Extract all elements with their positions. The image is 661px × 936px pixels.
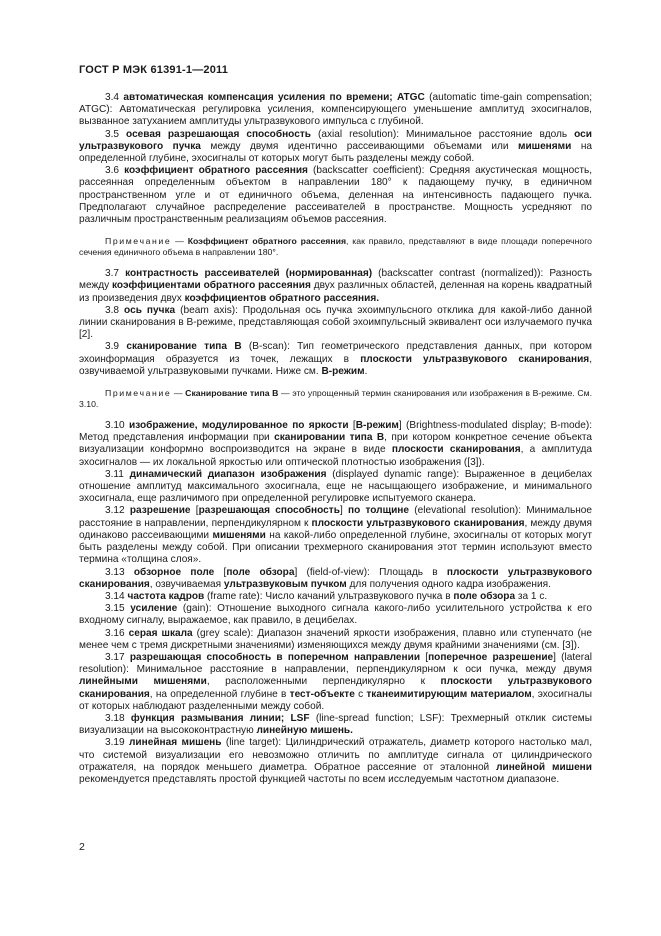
text-run: , а амплитуда эхосигналов — их локальной яркостью или оптической плотностью изображения ([3]). [79,444,592,468]
term-bold: плоскости сканирования [391,444,521,456]
text-run: — это упрощенный термин сканирования или изображения в В-режиме. См. 3.10. [79,388,592,410]
definition-3-10 [79,420,592,469]
definition-3-15 [79,603,592,627]
text-run: [ [190,505,199,517]
term-bold: автоматическая компенсация усиления по времени; ATGC [123,92,425,103]
note-backscatter [79,236,592,258]
definition-3-6 [79,165,592,226]
term-bold: сканировании типа В [274,432,385,444]
text-run: , озвучиваемая [149,578,224,590]
term-bold: коэффициентами обратного рассеяния [112,280,311,292]
text-run: 3.15 [105,603,131,615]
definition-3-5 [79,129,592,166]
text-run: 3.14 [105,590,128,602]
text-run: между двумя идентично рассеивающими объемами или [200,140,518,152]
term-bold: оси ультразвукового пучка [79,128,592,152]
term-bold: динамический диапазон изображения [129,468,327,480]
definition-3-12 [79,505,592,566]
text-run: за 1 с. [515,590,548,602]
term-bold: Сканирование типа В [185,388,279,399]
text-run: на определенной глубине, эхосигналы от которых могут быть разделены между собой. [79,140,593,165]
note-b-scan [79,388,592,410]
page-number: 2 [79,841,85,853]
definition-3-14 [79,591,592,603]
term-bold: тканеимитирующим материалом [366,688,532,700]
text-run: (line-spread function; LSF): Трехмерный отклик системы визуализации на высококонтрастную [79,712,592,737]
term-bold: функция размывания линии; LSF [130,712,310,724]
text-run: (B-scan): Тип геометрического представления данных, при котором эхоинформация образуется из точек, лежащих в [79,341,592,365]
text-run: (frame rate): Число качаний ультразвукового пучка в [204,590,454,602]
term-bold: усиление [130,603,178,615]
definition-3-19 [79,737,592,786]
definition-3-4 [79,92,592,129]
text-run: (elevational resolution): Минимальное расстояние в направлении, перпендикулярном к [79,505,593,529]
text-run: (backscatter coefficient): Средняя акустическая мощность, рассеянная определенным объектом в направлении 180° к падающему пучку, в единичном пространственном угле и от единичного объема, деленная на интенсивность падающего пучка. Предполагают случайное распределение рассеивателей в пространстве. Мощность усредняют по различным пространственным реализациям объемов рассеяния. [79,165,593,226]
term-bold: поперечное разрешение [428,651,554,663]
text-run: 3.4 [105,92,124,103]
term-bold: плоскости ультразвукового сканирования [79,566,593,590]
text-run: , эхосигналы от которых наблюдают разделенными между собой. [79,688,592,712]
text-run: 3.5 [105,128,127,140]
term-bold: ось пучка [124,304,176,316]
term-bold: плоскости ультразвукового сканирования [79,676,592,700]
text-run: (automatic time-gain compensation; ATGC): Автоматическая регулировка усиления, компенсирующего уменьшение амплитуд эхосигналов, вызванное затуханием амплитуды ультразвукового импульса с глубиной. [79,92,593,128]
term-bold: В-режим [355,420,399,432]
text-run: (gain): Отношение выходного сигнала какого-либо усилительного устройства к его входному сигналу, выражаемое, как правило, в децибелах. [79,603,592,627]
text-run: (line target): Цилиндрический отражатель, диаметр которого настолько мал, что системой визуализации его невозможно отличить по амплитуде сигнала от цилиндрического отражателя, на порядок меньшего диаметра. Обратное рассеяние от эталонной [79,737,592,773]
standard-header: ГОСТ Р МЭК 61391-1—2011 [79,64,229,76]
text-run: для получения одного кадра изображения. [346,578,551,590]
definitions-text [79,92,592,786]
text-run: 3.17 [105,651,130,663]
text-run: ] (Brightness-modulated display; B-mode): Метод представления информации при [79,420,593,444]
text-run: ] [339,505,348,517]
text-run: Примечание [105,388,172,399]
term-bold: контрастность рассеивателей (нормированная) [125,268,373,280]
text-run: , при котором конкретное сечение объекта визуализации конформно воспроизводится на экране в виде [79,432,592,456]
term-bold: обзорное поле [133,566,215,578]
text-run: — [171,236,188,247]
definition-3-13 [79,567,592,591]
text-run: 3.16 [105,627,129,639]
definition-3-7 [79,268,592,305]
text-run: (grey scale): Диапазон значений яркости изображения, плавно или ступенчато (не менее чем с тремя дискретными значениями) изменяющихся между двумя крайними значениями (см. [3]). [79,627,592,651]
definition-3-8 [79,305,592,342]
term-bold: линейную мишень. [256,725,353,737]
text-run: Примечание [105,236,172,247]
text-run: [ [214,566,227,578]
term-bold: линейная мишень [129,737,222,749]
term-bold: разрешающая способность в поперечном направлении [129,651,421,663]
text-run: 3.12 [105,505,130,517]
term-bold: мишенями [212,529,266,541]
text-run: ] (lateral resolution): Минимальное расстояние в направлении, перпендикулярном к оси пучка, между двумя [79,651,593,676]
text-run: с [354,688,367,700]
text-run: , между двумя одинаково рассеивающими [79,517,592,541]
definition-3-9 [79,341,592,378]
term-bold: по толщине [347,505,410,517]
term-bold: мишенями [517,140,572,152]
term-bold: ультразвуковым пучком [223,578,347,590]
text-run: двух различных областей, деленная на корень квадратный из произведения двух [79,280,592,304]
text-run: , расположенными перпендикулярно к [206,676,441,688]
term-bold: разрешающая способность [198,505,340,517]
text-run: . [364,365,368,377]
text-run: ] (field-of-view): Площадь в [294,566,447,578]
definition-3-11 [79,469,592,506]
text-run: 3.18 [105,712,131,724]
text-run: 3.8 [105,304,125,316]
text-run: (axial resolution): Минимальное расстояние вдоль [310,128,575,140]
text-run: 3.6 [105,165,125,177]
text-run: 3.11 [105,468,130,480]
text-run: , как правило, представляют в виде площади поперечного сечения единичного объема в направлении 180°. [79,236,593,258]
term-bold: Коэффициент обратного рассеяния [187,236,347,247]
definition-3-17 [79,652,592,713]
definition-3-16 [79,628,592,652]
term-bold: частота кадров [127,590,205,602]
term-bold: коэффициентов обратного рассеяния. [184,292,380,304]
text-run: , озвучиваемой ультразвуковыми пучками. Ниже см. [79,353,592,377]
text-run: 3.10 [105,420,129,432]
text-run: (displayed dynamic range): Выраженное в децибелах отношение амплитуд максимального эхосигнала, еще не насыщающего изображение, и минимального эхосигнала, еще различимого при определенной регулировке испытуемого сканера. [79,468,593,505]
text-run: 3.9 [105,341,127,353]
term-bold: разрешение [129,505,191,517]
term-bold: поле обзора [226,566,295,578]
text-run: на какой-либо определенной глубине, эхосигналы от которых могут быть разделены между собой. При описании трехмерного сканирования этот термин используют вместо термина «толщина слоя». [79,529,593,566]
term-bold: линейной мишени [496,761,592,773]
term-bold: сканирование типа В [126,341,242,353]
term-bold: изображение, модулированное по яркости [129,420,349,432]
term-bold: осевая разрешающая способность [126,128,311,140]
text-run: рекомендуется представлять простой функцией частоты по всем исследуемым частотном диапазоне. [79,773,560,785]
term-bold: коэффициент обратного рассеяния [124,165,308,177]
text-run: , на определенной глубине в [149,688,290,700]
term-bold: линейными мишенями [79,676,207,688]
definition-3-18 [79,713,592,737]
text-run: (beam axis): Продольная ось пучка эхоимпульсного отклика для какой-либо данной линии сканирования в В-режиме, представляющая собой эхоимпульсный эквивалент оси излучаемого пучка [2]. [79,304,592,341]
term-bold: плоскости ультразвукового сканирования [311,517,525,529]
term-bold: серая шкала [128,627,193,639]
text-run: — [171,388,186,399]
term-bold: плоскости ультразвукового сканирования [360,353,590,365]
text-run: [ [420,651,429,663]
term-bold: тест-объекте [289,688,355,700]
term-bold: поле обзора [453,590,516,602]
text-run: 3.19 [105,737,129,749]
term-bold: В-режим [321,365,365,377]
text-run: (backscatter contrast (normalized)): Разность между [79,268,593,292]
text-run: 3.13 [105,566,134,578]
text-run: 3.7 [105,268,126,280]
text-run: [ [348,420,356,432]
